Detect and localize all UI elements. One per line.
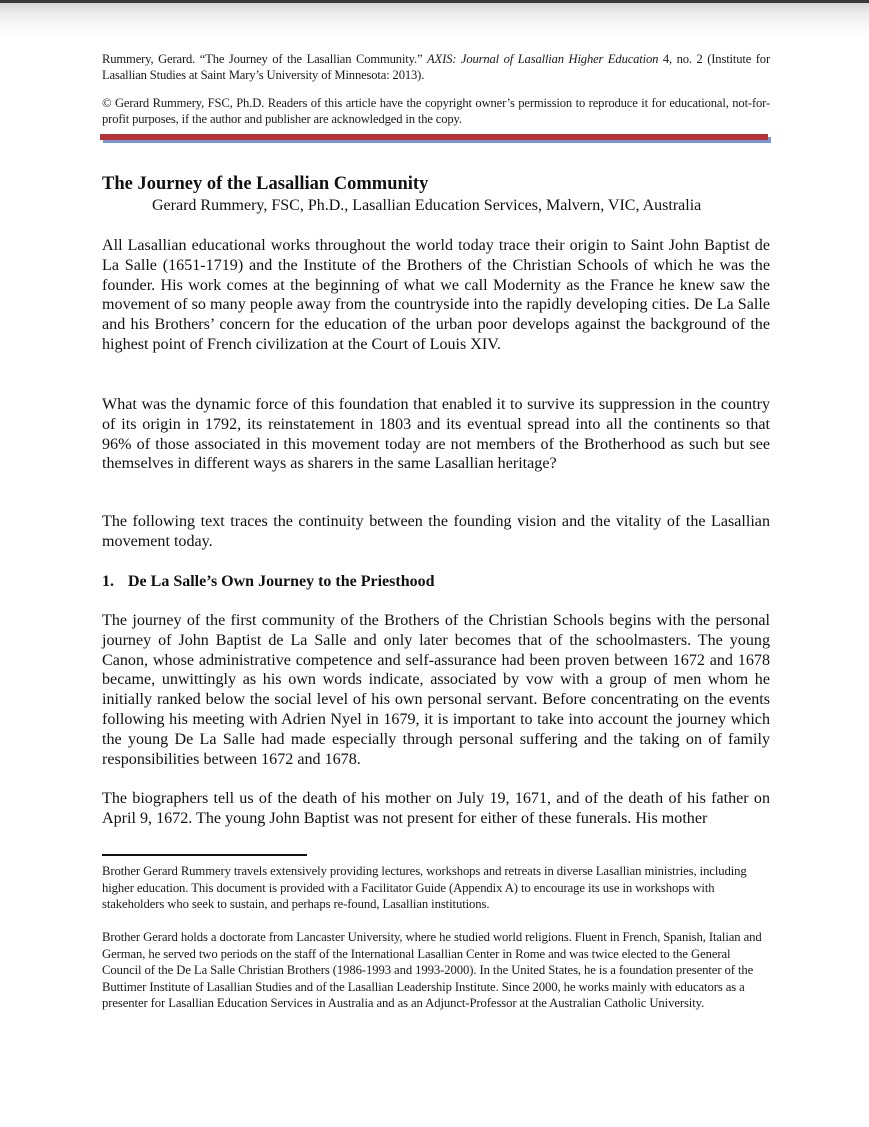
footnote-1: Brother Gerard Rummery travels extensively providing lectures, workshops and retreats in diverse Lasallian ministries, including higher education. This document is provided with a Facilitator Guide (Appendix A) to encourage its use in workshops with stakeholders who seek to sustain, and perhaps re-found, Lasallian institutions. [102,864,747,911]
article-title: The Journey of the Lasallian Community [102,174,429,194]
citation-journal: AXIS: Journal of Lasallian Higher Education [427,52,659,66]
viewer-top-shadow [0,3,869,37]
header-divider-bar [100,134,768,140]
citation-header [102,51,770,83]
article-author: Gerard Rummery, FSC, Ph.D., Lasallian Education Services, Malvern, VIC, Australia [152,197,702,214]
section-number: 1. [102,573,114,590]
intro-paragraph-3: The following text traces the continuity between the founding vision and the vitality of the Lasallian movement today. [102,513,770,550]
section-title: De La Salle’s Own Journey to the Priesthood [128,573,435,590]
section-heading-1 [102,572,435,592]
intro-paragraph-1: All Lasallian educational works throughout the world today trace their origin to Saint John Baptist de La Salle (1651-1719) and the Institute of the Brothers of the Christian Schools of which he was the founder. His work comes at the beginning of what we call Modernity as the France he knew saw the movement of so many people away from the countryside into the rapidly developing cities. De La Salle and his Brothers’ concern for the education of the urban poor develops against the background of the highest point of French civilization at the Court of Louis XIV. [102,237,770,353]
section1-paragraph-1: The journey of the first community of the Brothers of the Christian Schools begins with the personal journey of John Baptist de La Salle and only later becomes that of the schoolmasters. The young Canon, whose administrative competence and self-assurance had been proven between 1672 and 1678 became, unwittingly as his own words indicate, associated by vow with a group of men whom he initially ranked below the social level of his own personal servant. Before concentrating on the events following his meeting with Adrien Nyel in 1679, it is important to take into account the journey which the young De La Salle had made especially through personal suffering and the taking on of family responsibilities between 1672 and 1678. [102,612,770,768]
copyright-notice: © Gerard Rummery, FSC, Ph.D. Readers of this article have the copyright owner’s permission to reproduce it for educational, not-for-profit purposes, if the author and publisher are acknowledged in the copy. [102,96,770,126]
header-divider [100,134,768,144]
citation-details: 4, no. 2 (Institute for Lasallian Studies at Saint Mary’s University of Minnesota: 2013). [102,52,770,82]
section1-paragraph-2: The biographers tell us of the death of his mother on July 19, 1671, and of the death of his father on April 9, 1672. The young John Baptist was not present for either of these funerals. His mother [102,790,770,827]
citation-author: Rummery, Gerard. “The Journey of the Lasallian Community.” [102,52,427,66]
footnote-separator [102,854,307,856]
footnote-2: Brother Gerard holds a doctorate from Lancaster University, where he studied world religions. Fluent in French, Spanish, Italian and German, he served two periods on the staff of the International Lasallian Center in Rome and was twice elected to the General Council of the De La Salle Christian Brothers (1986-1993 and 1993-2000). In the United States, he is a foundation presenter of the Buttimer Institute of Lasallian Studies and of the Lasallian Leadership Institute. Since 2000, he works mainly with educators as a presenter for Lasallian Education Services in Australia and as an Adjunct-Professor at the Australian Catholic University. [102,930,762,1010]
intro-paragraph-2: What was the dynamic force of this foundation that enabled it to survive its suppression in the country of its origin in 1792, its reinstatement in 1803 and its eventual spread into all the continents so that 96% of those associated in this movement today are not members of the Brotherhood as such but see themselves in different ways as sharers in the same Lasallian heritage? [102,396,770,473]
